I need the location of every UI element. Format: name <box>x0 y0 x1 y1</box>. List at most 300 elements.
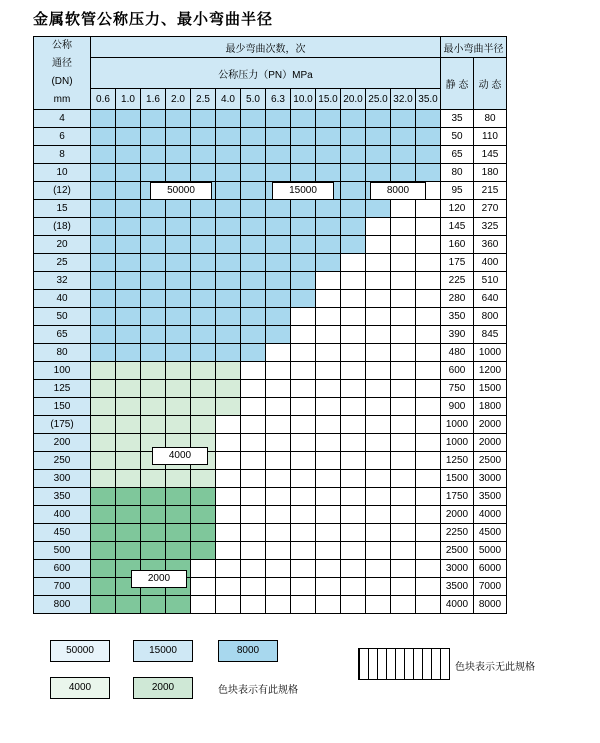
radius-static-value: 3500 <box>441 578 474 596</box>
dn-value: (18) <box>34 218 91 236</box>
spec-cell <box>391 164 416 182</box>
spec-cell <box>141 290 166 308</box>
radius-dynamic-value: 80 <box>474 110 507 128</box>
spec-cell <box>366 380 391 398</box>
spec-cell <box>291 560 316 578</box>
spec-cell <box>191 146 216 164</box>
spec-cell <box>191 470 216 488</box>
spec-cell <box>291 290 316 308</box>
spec-cell <box>291 326 316 344</box>
spec-cell <box>341 398 366 416</box>
spec-cell <box>191 326 216 344</box>
spec-cell <box>191 110 216 128</box>
spec-cell <box>191 236 216 254</box>
table-row <box>34 416 507 434</box>
spec-cell <box>266 272 291 290</box>
spec-cell <box>116 182 141 200</box>
dn-header-cell <box>34 37 91 110</box>
spec-cell <box>341 164 366 182</box>
pn-column-header: 10.0 <box>291 89 316 110</box>
spec-cell <box>291 452 316 470</box>
spec-cell <box>416 164 441 182</box>
spec-cell <box>316 200 341 218</box>
spec-cell <box>366 488 391 506</box>
header-row-3 <box>34 89 507 110</box>
spec-cell <box>91 218 116 236</box>
radius-static-value: 65 <box>441 146 474 164</box>
spec-cell <box>116 146 141 164</box>
spec-cell <box>266 146 291 164</box>
spec-cell <box>316 506 341 524</box>
spec-cell <box>366 218 391 236</box>
dn-value: 32 <box>34 272 91 290</box>
spec-cell <box>91 452 116 470</box>
table-row <box>34 560 507 578</box>
spec-cell <box>141 506 166 524</box>
spec-cell <box>191 578 216 596</box>
spec-cell <box>266 362 291 380</box>
spec-table <box>33 36 507 614</box>
spec-cell <box>91 506 116 524</box>
spec-cell <box>291 218 316 236</box>
spec-cell <box>141 146 166 164</box>
spec-cell <box>191 560 216 578</box>
spec-cell <box>416 272 441 290</box>
spec-cell <box>191 308 216 326</box>
spec-cell <box>266 560 291 578</box>
spec-cell <box>366 164 391 182</box>
spec-cell <box>191 524 216 542</box>
spec-cell <box>266 452 291 470</box>
spec-cell <box>391 344 416 362</box>
spec-cell <box>91 254 116 272</box>
spec-cell <box>141 236 166 254</box>
dn-value: (175) <box>34 416 91 434</box>
spec-cell <box>91 164 116 182</box>
bend-times-header: 最少弯曲次数，次 <box>91 37 441 58</box>
spec-cell <box>191 290 216 308</box>
table-row <box>34 470 507 488</box>
spec-cell <box>116 362 141 380</box>
table-row <box>34 326 507 344</box>
spec-cell <box>241 470 266 488</box>
spec-cell <box>291 110 316 128</box>
spec-cell <box>391 596 416 614</box>
spec-cell <box>191 254 216 272</box>
spec-cell <box>166 470 191 488</box>
spec-cell <box>341 362 366 380</box>
spec-cell <box>341 344 366 362</box>
spec-cell <box>291 164 316 182</box>
spec-cell <box>366 146 391 164</box>
spec-cell <box>416 326 441 344</box>
spec-cell <box>241 488 266 506</box>
spec-cell <box>316 164 341 182</box>
spec-cell <box>391 452 416 470</box>
spec-cell <box>241 110 266 128</box>
spec-cell <box>216 470 241 488</box>
spec-cell <box>291 524 316 542</box>
spec-cell <box>116 110 141 128</box>
radius-dynamic-value: 215 <box>474 182 507 200</box>
spec-cell <box>366 470 391 488</box>
spec-cell <box>391 326 416 344</box>
spec-cell <box>391 200 416 218</box>
spec-cell <box>116 416 141 434</box>
spec-cell <box>216 182 241 200</box>
legend-swatch-8000: 8000 <box>218 640 278 662</box>
spec-cell <box>341 380 366 398</box>
dn-value: 150 <box>34 398 91 416</box>
spec-cell <box>91 416 116 434</box>
table-row <box>34 452 507 470</box>
spec-cell <box>91 344 116 362</box>
radius-static-value: 480 <box>441 344 474 362</box>
spec-cell <box>191 398 216 416</box>
spec-cell <box>316 434 341 452</box>
spec-cell <box>266 110 291 128</box>
spec-cell <box>366 200 391 218</box>
spec-cell <box>316 452 341 470</box>
spec-cell <box>341 542 366 560</box>
spec-cell <box>116 272 141 290</box>
spec-cell <box>241 236 266 254</box>
spec-cell <box>266 596 291 614</box>
spec-cell <box>366 362 391 380</box>
spec-cell <box>291 470 316 488</box>
spec-cell <box>91 542 116 560</box>
spec-cell <box>241 380 266 398</box>
pn-column-header: 1.0 <box>116 89 141 110</box>
table-row <box>34 164 507 182</box>
spec-cell <box>166 416 191 434</box>
spec-cell <box>216 362 241 380</box>
spec-cell <box>416 308 441 326</box>
spec-cell <box>266 506 291 524</box>
spec-cell <box>216 524 241 542</box>
radius-dynamic-value: 180 <box>474 164 507 182</box>
spec-cell <box>316 218 341 236</box>
spec-cell <box>341 110 366 128</box>
spec-cell <box>91 470 116 488</box>
spec-cell <box>141 380 166 398</box>
spec-cell <box>416 362 441 380</box>
radius-static-header: 静 态 <box>441 58 474 110</box>
spec-cell <box>91 578 116 596</box>
spec-cell <box>91 308 116 326</box>
radius-static-value: 225 <box>441 272 474 290</box>
spec-cell <box>141 470 166 488</box>
dn-value: 200 <box>34 434 91 452</box>
spec-cell <box>166 290 191 308</box>
spec-cell <box>316 236 341 254</box>
spec-cell <box>341 146 366 164</box>
spec-cell <box>341 596 366 614</box>
spec-cell <box>291 542 316 560</box>
spec-cell <box>141 542 166 560</box>
radius-dynamic-value: 110 <box>474 128 507 146</box>
spec-cell <box>241 596 266 614</box>
spec-cell <box>241 182 266 200</box>
table-row <box>34 398 507 416</box>
radius-dynamic-value: 640 <box>474 290 507 308</box>
radius-static-value: 95 <box>441 182 474 200</box>
pn-column-header: 0.6 <box>91 89 116 110</box>
spec-cell <box>366 578 391 596</box>
spec-cell <box>366 560 391 578</box>
spec-cell <box>366 416 391 434</box>
spec-cell <box>116 434 141 452</box>
spec-cell <box>241 146 266 164</box>
spec-cell <box>291 236 316 254</box>
spec-cell <box>366 290 391 308</box>
dn-value: 500 <box>34 542 91 560</box>
radius-static-value: 280 <box>441 290 474 308</box>
spec-cell <box>266 218 291 236</box>
spec-cell <box>266 326 291 344</box>
radius-static-value: 4000 <box>441 596 474 614</box>
table-row <box>34 182 507 200</box>
radius-static-value: 390 <box>441 326 474 344</box>
spec-cell <box>191 164 216 182</box>
spec-cell <box>366 326 391 344</box>
spec-cell <box>191 272 216 290</box>
spec-cell <box>391 506 416 524</box>
pn-column-header: 15.0 <box>316 89 341 110</box>
pn-column-header: 5.0 <box>241 89 266 110</box>
spec-cell <box>266 308 291 326</box>
spec-cell <box>166 488 191 506</box>
spec-cell <box>341 308 366 326</box>
spec-cell <box>166 506 191 524</box>
table-row <box>34 254 507 272</box>
legend-swatch-2000: 2000 <box>133 677 193 699</box>
radius-static-value: 2250 <box>441 524 474 542</box>
spec-cell <box>316 488 341 506</box>
spec-cell <box>91 596 116 614</box>
spec-cell <box>316 542 341 560</box>
dn-value: 50 <box>34 308 91 326</box>
table-row <box>34 596 507 614</box>
spec-cell <box>91 560 116 578</box>
spec-cell <box>316 326 341 344</box>
spec-cell <box>266 542 291 560</box>
spec-cell <box>366 110 391 128</box>
spec-cell <box>191 596 216 614</box>
spec-cell <box>366 236 391 254</box>
spec-cell <box>241 506 266 524</box>
spec-cell <box>91 380 116 398</box>
radius-static-value: 1500 <box>441 470 474 488</box>
spec-cell <box>241 290 266 308</box>
spec-cell <box>91 290 116 308</box>
spec-cell <box>316 128 341 146</box>
spec-cell <box>216 560 241 578</box>
radius-dynamic-header: 动 态 <box>474 58 507 110</box>
spec-cell <box>141 362 166 380</box>
spec-cell <box>216 326 241 344</box>
spec-cell <box>291 254 316 272</box>
spec-cell <box>116 164 141 182</box>
pn-column-header: 6.3 <box>266 89 291 110</box>
dn-value: 100 <box>34 362 91 380</box>
dn-value: 20 <box>34 236 91 254</box>
spec-cell <box>216 506 241 524</box>
spec-cell <box>116 542 141 560</box>
radius-dynamic-value: 845 <box>474 326 507 344</box>
spec-cell <box>216 578 241 596</box>
spec-cell <box>416 596 441 614</box>
spec-cell <box>316 254 341 272</box>
spec-cell <box>241 398 266 416</box>
spec-cell <box>416 542 441 560</box>
spec-cell <box>91 272 116 290</box>
spec-cell <box>91 398 116 416</box>
spec-cell <box>416 146 441 164</box>
spec-cell <box>291 362 316 380</box>
dn-value: (12) <box>34 182 91 200</box>
radius-dynamic-value: 325 <box>474 218 507 236</box>
overlay-label: 2000 <box>131 570 187 588</box>
spec-cell <box>266 434 291 452</box>
table-row <box>34 578 507 596</box>
pn-column-header: 4.0 <box>216 89 241 110</box>
dn-value: 700 <box>34 578 91 596</box>
spec-cell <box>291 200 316 218</box>
dn-header-line-2: 通径 <box>52 58 72 69</box>
spec-cell <box>291 344 316 362</box>
spec-cell <box>191 380 216 398</box>
table-row <box>34 542 507 560</box>
spec-cell <box>116 344 141 362</box>
overlay-label: 50000 <box>150 182 212 200</box>
radius-static-value: 1000 <box>441 434 474 452</box>
table-row <box>34 146 507 164</box>
spec-cell <box>166 380 191 398</box>
header-row-1 <box>34 37 507 58</box>
spec-cell <box>116 128 141 146</box>
spec-cell <box>191 416 216 434</box>
spec-cell <box>91 236 116 254</box>
radius-static-value: 50 <box>441 128 474 146</box>
pn-column-header: 35.0 <box>416 89 441 110</box>
pn-header: 公称压力（PN）MPa <box>91 58 441 89</box>
radius-static-value: 120 <box>441 200 474 218</box>
radius-static-value: 1250 <box>441 452 474 470</box>
spec-cell <box>91 488 116 506</box>
radius-static-value: 145 <box>441 218 474 236</box>
spec-cell <box>116 380 141 398</box>
spec-cell <box>216 398 241 416</box>
spec-cell <box>391 362 416 380</box>
spec-cell <box>116 290 141 308</box>
pn-column-header: 25.0 <box>366 89 391 110</box>
spec-cell <box>141 164 166 182</box>
spec-cell <box>291 146 316 164</box>
spec-cell <box>266 470 291 488</box>
dn-value: 4 <box>34 110 91 128</box>
radius-static-value: 900 <box>441 398 474 416</box>
spec-cell <box>291 272 316 290</box>
spec-cell <box>216 488 241 506</box>
table-row <box>34 362 507 380</box>
spec-cell <box>366 308 391 326</box>
dn-value: 125 <box>34 380 91 398</box>
table-row <box>34 272 507 290</box>
spec-cell <box>116 308 141 326</box>
spec-cell <box>341 236 366 254</box>
spec-cell <box>266 254 291 272</box>
spec-cell <box>166 326 191 344</box>
spec-cell <box>266 578 291 596</box>
spec-cell <box>266 236 291 254</box>
radius-dynamic-value: 1200 <box>474 362 507 380</box>
spec-cell <box>166 110 191 128</box>
spec-cell <box>366 254 391 272</box>
spec-cell <box>391 290 416 308</box>
spec-cell <box>241 542 266 560</box>
radius-static-value: 2500 <box>441 542 474 560</box>
spec-cell <box>291 380 316 398</box>
radius-static-value: 3000 <box>441 560 474 578</box>
spec-cell <box>166 254 191 272</box>
spec-cell <box>216 308 241 326</box>
spec-cell <box>241 200 266 218</box>
spec-cell <box>191 200 216 218</box>
page-title: 金属软管公称压力、最小弯曲半径 <box>33 12 274 28</box>
spec-cell <box>266 200 291 218</box>
table-body <box>34 110 507 614</box>
spec-cell <box>241 218 266 236</box>
spec-cell <box>316 560 341 578</box>
spec-cell <box>141 344 166 362</box>
pn-column-header: 20.0 <box>341 89 366 110</box>
spec-cell <box>116 524 141 542</box>
radius-dynamic-value: 3000 <box>474 470 507 488</box>
spec-cell <box>91 128 116 146</box>
table-row <box>34 524 507 542</box>
spec-cell <box>341 524 366 542</box>
spec-cell <box>241 524 266 542</box>
spec-cell <box>266 380 291 398</box>
spec-cell <box>316 416 341 434</box>
spec-cell <box>166 596 191 614</box>
spec-cell <box>391 254 416 272</box>
spec-cell <box>91 362 116 380</box>
spec-cell <box>216 344 241 362</box>
spec-cell <box>391 470 416 488</box>
spec-cell <box>241 128 266 146</box>
spec-cell <box>191 488 216 506</box>
table-row <box>34 218 507 236</box>
spec-cell <box>316 362 341 380</box>
spec-cell <box>416 344 441 362</box>
spec-cell <box>391 380 416 398</box>
radius-dynamic-value: 8000 <box>474 596 507 614</box>
radius-dynamic-value: 5000 <box>474 542 507 560</box>
radius-static-value: 160 <box>441 236 474 254</box>
spec-cell <box>341 506 366 524</box>
table-row <box>34 380 507 398</box>
dn-value: 400 <box>34 506 91 524</box>
spec-cell <box>341 272 366 290</box>
spec-cell <box>416 200 441 218</box>
dn-value: 40 <box>34 290 91 308</box>
radius-dynamic-value: 4000 <box>474 506 507 524</box>
radius-dynamic-value: 1500 <box>474 380 507 398</box>
radius-dynamic-value: 145 <box>474 146 507 164</box>
table-row <box>34 290 507 308</box>
